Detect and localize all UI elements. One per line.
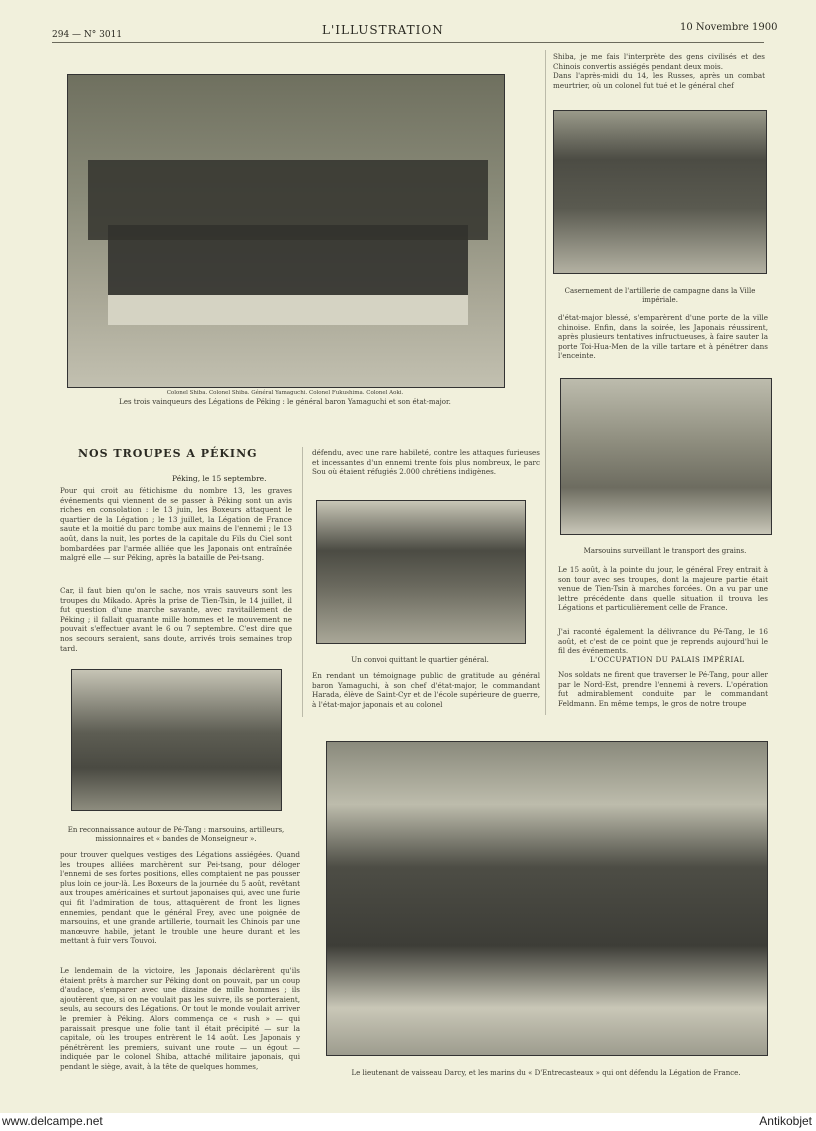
photo-artillery-caption: Casernement de l'artillerie de campagne dans la Ville impériale. xyxy=(564,287,756,304)
column2-paragraph-1: défendu, avec une rare habileté, contre les attaques furieuses et incessantes d'un ennemi trente fois plus nombreux, le parc Sou où étaient réfugiés 2.000 chrétiens indigènes. xyxy=(312,448,540,477)
issue-date: 10 Novembre 1900 xyxy=(680,22,778,33)
watermark-right: Antikobjet xyxy=(759,1114,812,1128)
column3-paragraph-1: Shiba, je me fais l'interprète des gens civilisés et des Chinois convertis assiégés pendant deux mois. Dans l'après-midi du 14, les Russes, après un combat meurtrier, où un colonel fut tué et le général chef xyxy=(553,52,765,90)
photo-officers-caption: Les trois vainqueurs des Légations de Péking : le général baron Yamaguchi et son état-major. xyxy=(119,398,451,406)
photo-marsouins-grains xyxy=(560,378,772,535)
photo-officers-group xyxy=(67,74,505,388)
watermark-bar xyxy=(0,1113,816,1131)
watermark-left: www.delcampe.net xyxy=(2,1114,103,1128)
section-subheading: L'OCCUPATION DU PALAIS IMPÉRIAL xyxy=(590,656,745,664)
column1-paragraph-1: Pour qui croit au fétichisme du nombre 13, les graves événements qui viennent de se passer à Péking sont un avis riches en consolation : le 13 juin, les Boxeurs attaquent le quartier de la Légation ; le 13 juillet, la Légation de France saute et la moitié du parc tombe aux mains de l'ennemi ; le 13 août, dans la nuit, les portes de la capitale du Fils du Ciel sont bombardées par l'armée alliée que les Japonais ont entraînée malgré elle — sur Péking, après la bataille de Pei-tsang. xyxy=(60,486,292,563)
column-separator xyxy=(545,50,546,715)
page-number: 294 — N° 3011 xyxy=(52,30,123,40)
article-dateline: Péking, le 15 septembre. xyxy=(172,474,267,483)
photo-marsouins-caption: Marsouins surveillant le transport des grains. xyxy=(583,547,747,555)
column1-paragraph-2: Car, il faut bien qu'on le sache, nos vrais sauveurs sont les troupes du Mikado. Après la prise de Tien-Tsin, le 14 juillet, il fut question d'une marche savante, avec ravitaillement de Péking ; il fallait quarante mille hommes et le mouvement ne pouvait s'effectuer avant le 6 ou 7 septembre. C'est dire que nos secours seraient, sans doute, arrivés trois semaines trop tard. xyxy=(60,586,292,653)
photo-convoy xyxy=(316,500,526,644)
column3-paragraph-5: Nos soldats ne firent que traverser le Pé-Tang, pour aller par le Nord-Est, prendre l'ennemi à revers. L'opération fut admirablement conduite par le commandant Feldmann. En même temps, le gros de notre troupe xyxy=(558,670,768,708)
journal-title: L'ILLUSTRATION xyxy=(322,23,444,37)
column-separator xyxy=(302,447,303,717)
column2-paragraph-2: En rendant un témoignage public de gratitude au général baron Yamaguchi, à son chef d'état-major, le commandant Harada, élève de Saint-Cyr et de l'école supérieure de guerre, à l'état-major japonais et au colonel xyxy=(312,671,540,709)
photo-reconnaissance xyxy=(71,669,282,811)
column3-paragraph-2: d'état-major blessé, s'emparèrent d'une porte de la ville chinoise. Enfin, dans la soirée, les Japonais réussirent, après plusieurs tentatives infructueuses, à faire sauter la porte Toi-Hua-Men de la ville tartare et à pénétrer dans l'enceinte. xyxy=(558,313,768,361)
column1-paragraph-4: Le lendemain de la victoire, les Japonais déclarèrent qu'ils étaient prêts à marcher sur Péking dont on pouvait, par un coup d'audace, s'emparer avec une dizaine de mille hommes ; ils ajoutèrent que, si on ne voulait pas les suivre, ils se porteraient, seuls, au secours des Légations. Or tout le monde voulait arriver le premier à Péking. Alors commença ce « rush » — qui paraissait presque une folie tant il était précipité — sur la capitale, où les troupes entrèrent le 14 août. Les Japonais y pénétrèrent les premiers, suivant une route — un égout — indiquée par le colonel Shiba, attaché militaire japonais, qui pendant le siège, avait, à la tête de quelques hommes, xyxy=(60,966,300,1071)
column1-paragraph-3: pour trouver quelques vestiges des Légations assiégées. Quand les troupes alliées marchèrent sur Pei-tsang, pour déloger l'ennemi de ses fortes positions, elles comptaient ne pas pousser plus loin ce jour-là. Les Boxeurs de la journée du 5 août, revêtant aux troupes américaines et surtout japonaises qui, avec une furie qui fit l'admiration de tous, attaquèrent de front les lignes ennemies, pendant que le général Frey, avec une poignée de marsouins, et une grande artillerie, tournait les Chinois par une manœuvre habile, jetant le trouble une heure durant et les mettant à fuir vers Touvoi. xyxy=(60,850,300,946)
column3-paragraph-4: J'ai raconté également la délivrance du Pé-Tang, le 16 août, et c'est de ce point que je reprends aujourd'hui le fil des événements. xyxy=(558,627,768,656)
header-rule xyxy=(52,42,764,43)
photo-convoy-caption: Un convoi quittant le quartier général. xyxy=(351,656,489,664)
photo-artillery-barracks xyxy=(553,110,767,274)
photo-sailors-group xyxy=(326,741,768,1056)
photo-reconnaissance-caption: En reconnaissance autour de Pé-Tang : marsouins, artilleurs, missionnaires et « bandes de Monseigneur ». xyxy=(67,826,285,843)
photo-sailors-caption: Le lieutenant de vaisseau Darcy, et les marins du « D'Entrecasteaux » qui ont défendu la Légation de France. xyxy=(351,1069,741,1077)
article-title: NOS TROUPES A PÉKING xyxy=(78,447,258,460)
photo-officers-names: Colonel Shiba. Colonel Shiba. Général Yamaguchi. Colonel Fukushima. Colonel Aoki. xyxy=(166,390,404,396)
column3-paragraph-3: Le 15 août, à la pointe du jour, le général Frey entrait à son tour avec ses troupes, dont la majeure partie était venue de Tien-Tsin à marches forcées. On a vu par une lettre précédente dans quelle situation il trouva les Légations et particulièrement celle de France. xyxy=(558,565,768,613)
